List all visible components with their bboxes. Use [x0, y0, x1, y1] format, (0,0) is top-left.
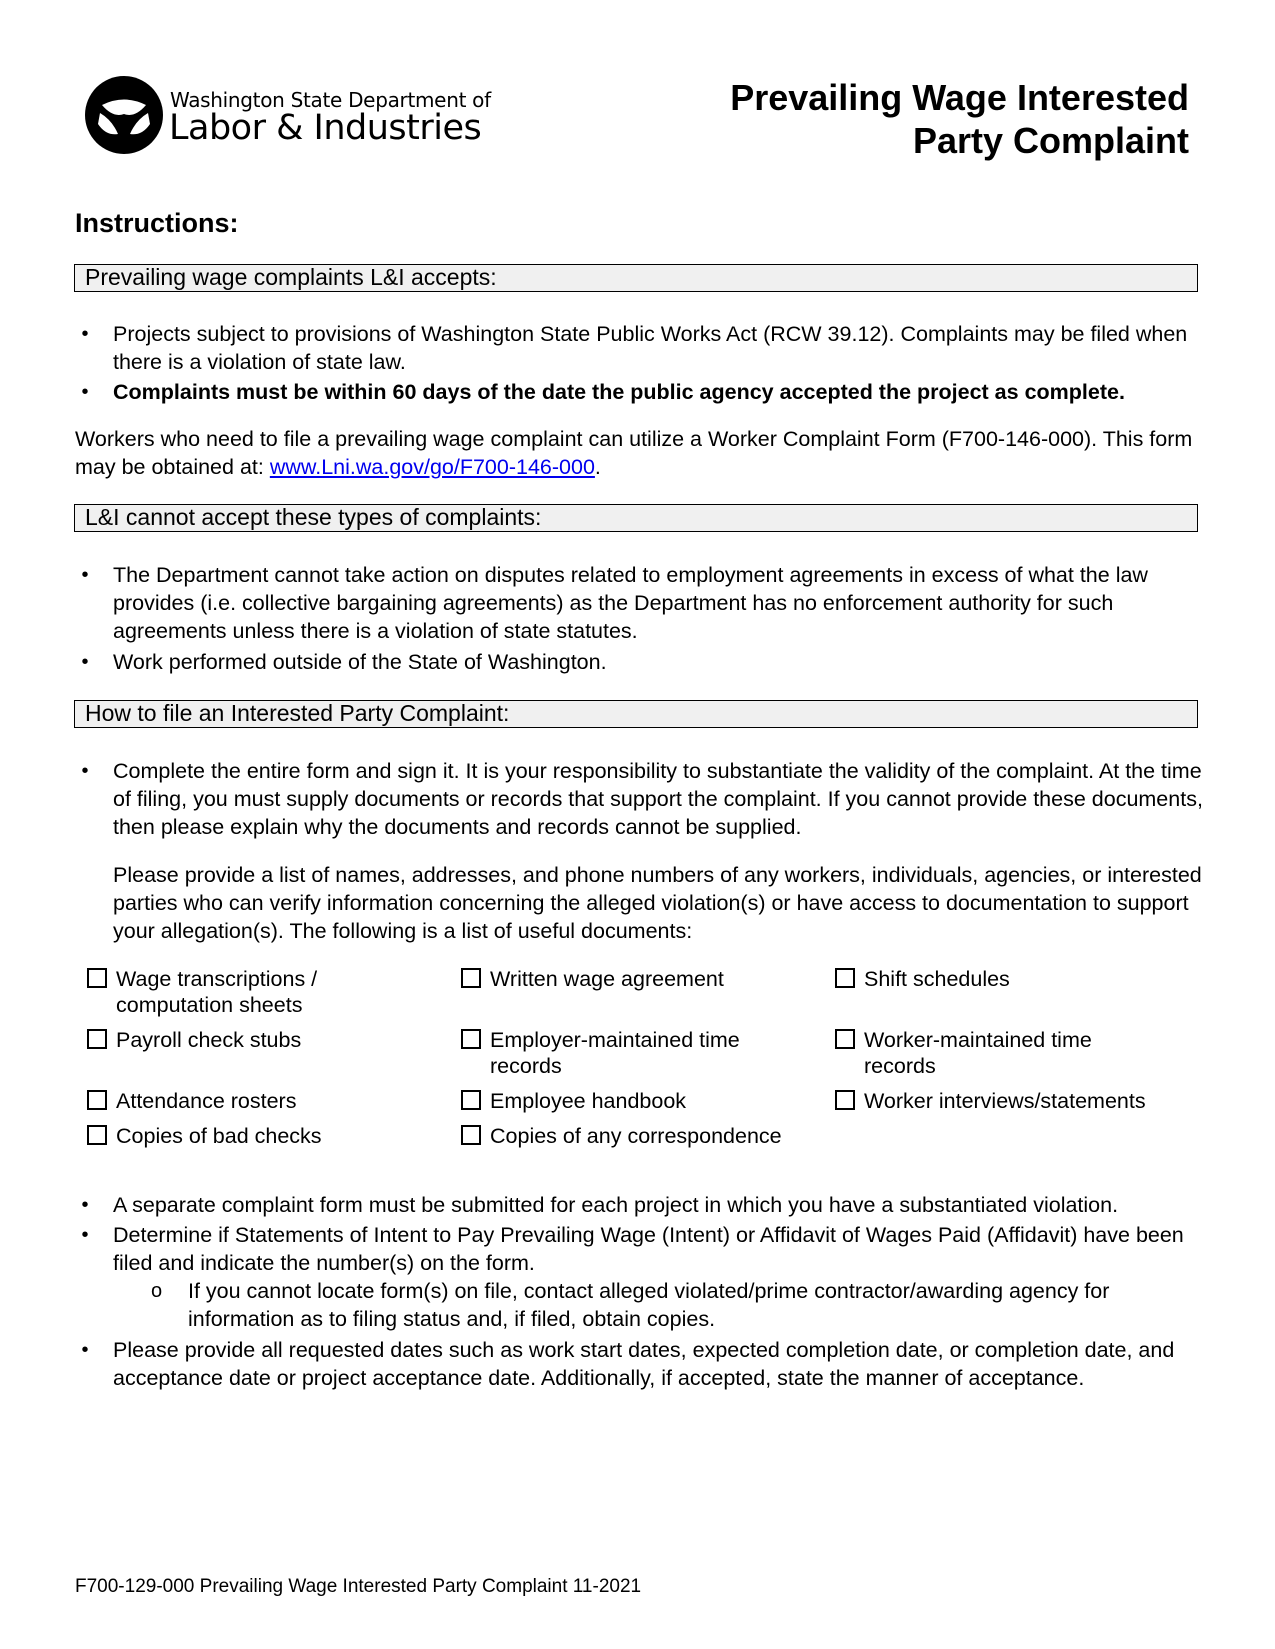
checkbox-shift-schedules[interactable]: Shift schedules [835, 966, 1164, 992]
list-item [75, 378, 1210, 406]
list-item [75, 1336, 1210, 1392]
bullet-icon: • [81, 651, 89, 673]
sub-bullet-icon: o [151, 1280, 163, 1302]
title-line2: Party Complaint [912, 120, 1189, 161]
howto-list [75, 757, 1210, 945]
bullet-icon: • [81, 760, 89, 782]
howto-bullet-4: Please provide all requested dates such as work start dates, expected completion date, or completion date, and acceptance date or project acceptance date. Additionally, if accepted, state the manner of acceptance. [113, 1338, 1175, 1390]
checkbox-icon[interactable] [461, 1125, 481, 1145]
section-heading-cannot: L&I cannot accept these types of complaints: [74, 504, 1198, 532]
checkbox-correspondence[interactable]: Copies of any correspondence [461, 1123, 830, 1149]
list-item [75, 320, 1210, 376]
cannot-bullet-1: The Department cannot take action on disputes related to employment agreements in excess of what the law provides (i.e. collective bargaining agreements) as the Department has no enforcement authority for such agreements unless there is a violation of state statutes. [113, 563, 1148, 643]
bullet-icon: • [81, 1339, 89, 1361]
document-title [730, 76, 1189, 162]
lni-logo-icon [84, 74, 164, 156]
howto-bullet-2: A separate complaint form must be submitted for each project in which you have a substantiated violation. [113, 1193, 1119, 1217]
howto-bullet-1: Complete the entire form and sign it. It is your responsibility to substantiate the validity of the complaint. At the time of filing, you must supply documents or records that support the complaint. If you cannot provide these documents, then please explain why the documents and records cannot be supplied. [113, 759, 1203, 839]
workers-text: Workers who need to file a prevailing wage complaint can utilize a Worker Complaint Form (F700-146-000). This form may be obtained at: [75, 427, 1193, 479]
worker-form-link[interactable]: www.Lni.wa.gov/go/F700-146-000 [269, 455, 595, 479]
section-heading-howto: How to file an Interested Party Complaint: [74, 700, 1198, 728]
checkbox-written-wage-agreement[interactable]: Written wage agreement [461, 966, 790, 992]
checkbox-worker-interviews[interactable]: Worker interviews/statements [835, 1088, 1204, 1114]
checkbox-bad-checks[interactable]: Copies of bad checks [87, 1123, 416, 1149]
bullet-icon: • [81, 323, 89, 345]
agency-logo [84, 74, 491, 156]
checkbox-icon[interactable] [835, 968, 855, 988]
list-item [75, 1191, 1210, 1219]
checkbox-icon[interactable] [461, 1090, 481, 1110]
checkbox-wage-transcriptions[interactable]: Wage transcriptions / computation sheets [87, 966, 416, 1018]
checkbox-icon[interactable] [87, 1090, 107, 1110]
howto-sub-bullet: If you cannot locate form(s) on file, contact alleged violated/prime contractor/awarding agency for information as to filing status and, if filed, obtain copies. [188, 1279, 1110, 1331]
checkbox-attendance-rosters[interactable]: Attendance rosters [87, 1088, 416, 1114]
checkbox-icon[interactable] [87, 1125, 107, 1145]
list-item [75, 1277, 1210, 1333]
bullet-icon: • [81, 564, 89, 586]
instructions-heading: Instructions: [75, 208, 239, 238]
cannot-list [75, 561, 1210, 676]
bullet-icon: • [81, 1194, 89, 1216]
list-item [75, 648, 1210, 676]
title-line1: Prevailing Wage Interested [730, 77, 1189, 118]
howto-list-continued [75, 1191, 1210, 1392]
checkbox-employee-handbook[interactable]: Employee handbook [461, 1088, 790, 1114]
howto-paragraph: Please provide a list of names, addresses, and phone numbers of any workers, individuals, agencies, or interested parties who can verify information concerning the alleged violation(s) or have access to documentation to support your allegation(s). The following is a list of useful documents: [113, 863, 1202, 943]
section-heading-accepts: Prevailing wage complaints L&I accepts: [74, 264, 1198, 292]
checkbox-icon[interactable] [835, 1029, 855, 1049]
bullet-icon: • [81, 1224, 89, 1246]
cannot-bullet-2: Work performed outside of the State of Washington. [113, 650, 607, 674]
checkbox-worker-time-records[interactable]: Worker-maintained time records [835, 1027, 1114, 1079]
workers-paragraph [75, 425, 1210, 481]
howto-bullet-3: Determine if Statements of Intent to Pay Prevailing Wage (Intent) or Affidavit of Wages Paid (Affidavit) have been filed and indicate the number(s) on the form. [113, 1223, 1184, 1275]
checkbox-icon[interactable] [87, 1029, 107, 1049]
checkbox-icon[interactable] [87, 968, 107, 988]
agency-name-line1: Washington State Department of [170, 88, 491, 112]
list-item [75, 561, 1210, 645]
accepts-list [75, 320, 1210, 406]
bullet-icon: • [81, 381, 89, 403]
agency-name-line2: Labor & Industries [169, 108, 482, 148]
accepts-bullet-1: Projects subject to provisions of Washington State Public Works Act (RCW 39.12). Complaints may be filed when there is a violation of state law. [113, 322, 1188, 374]
checkbox-icon[interactable] [461, 968, 481, 988]
accepts-bullet-2: Complaints must be within 60 days of the date the public agency accepted the project as complete. [113, 380, 1125, 404]
list-item [75, 1221, 1210, 1277]
checkbox-icon[interactable] [461, 1029, 481, 1049]
list-item [75, 757, 1210, 841]
form-footer: F700-129-000 Prevailing Wage Interested Party Complaint 11-2021 [75, 1576, 642, 1597]
checkbox-employer-time-records[interactable]: Employer-maintained time records [461, 1027, 760, 1079]
checkbox-icon[interactable] [835, 1090, 855, 1110]
checkbox-payroll-check-stubs[interactable]: Payroll check stubs [87, 1027, 416, 1053]
workers-end: . [594, 455, 601, 479]
